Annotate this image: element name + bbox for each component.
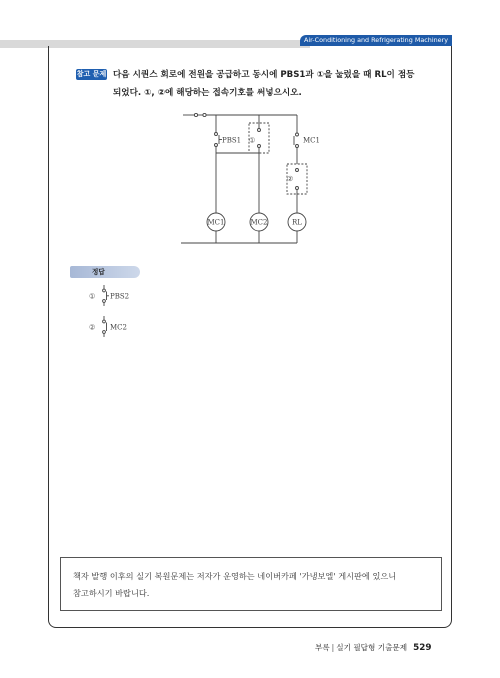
mc1-coil-label: MC1 [207, 218, 225, 227]
pbs1-label: PBS1 [222, 136, 242, 145]
slot2-contact-bottom [296, 187, 299, 190]
sequence-circuit-diagram [175, 104, 325, 249]
pbs1-contact-bottom [215, 144, 218, 147]
question-line-1: 다음 시퀀스 회로에 전원을 공급하고 동시에 PBS1과 ①을 눌렀을 때 RL이 점등 [113, 70, 415, 80]
ans2-contact-top [103, 320, 106, 323]
page-number: 529 [413, 643, 432, 653]
answer-tab [70, 266, 140, 278]
switch-terminal [203, 113, 206, 116]
notice-line-2: 참고하시기 바랍니다. [73, 588, 150, 598]
footer-section: 부록 [315, 643, 330, 652]
header-bar [300, 35, 452, 46]
ans1-contact-top [103, 289, 106, 292]
notice-box [60, 557, 442, 611]
notice-line-1: 책자 발행 이후의 실기 복원문제는 저자가 운영하는 네이버카페 '가냉보엘' 게시판에 있으니 [73, 571, 397, 581]
question-line-2: 되었다. ①, ②에 해당하는 접속기호를 써넣으시오. [113, 88, 302, 98]
mc1-contact-top [296, 133, 299, 136]
rl-lamp-label: RL [292, 218, 302, 227]
footer-separator: | [331, 643, 335, 652]
mc1-contact-bottom [296, 145, 299, 148]
slot1-contact-bottom [258, 145, 261, 148]
slot1-contact-top [258, 129, 261, 132]
ans2-contact-bottom [103, 331, 106, 334]
answer-symbols [84, 283, 164, 343]
answer-1-number: ① [89, 292, 96, 301]
answer-2-number: ② [89, 323, 96, 332]
mc1-contact-label: MC1 [303, 136, 320, 145]
mc2-coil-label: MC2 [250, 218, 268, 227]
reference-badge: 참고 문제 [76, 70, 107, 78]
footer-chapter: 실기 필답형 기출문제 [336, 643, 408, 652]
slot1-label: ① [249, 136, 256, 145]
switch-terminal [194, 113, 197, 116]
book-title: Air-Conditioning and Refrigerating Machinery [304, 36, 448, 44]
ans1-contact-bottom [103, 300, 106, 303]
pbs1-contact-top [215, 133, 218, 136]
answer-2-symbol: MC2 [110, 323, 127, 332]
answer-label: 정답 [92, 268, 105, 276]
slot2-contact-top [296, 169, 299, 172]
page-footer [315, 642, 431, 653]
slot2-label: ② [287, 175, 294, 183]
answer-1-symbol: PBS2 [110, 292, 130, 301]
